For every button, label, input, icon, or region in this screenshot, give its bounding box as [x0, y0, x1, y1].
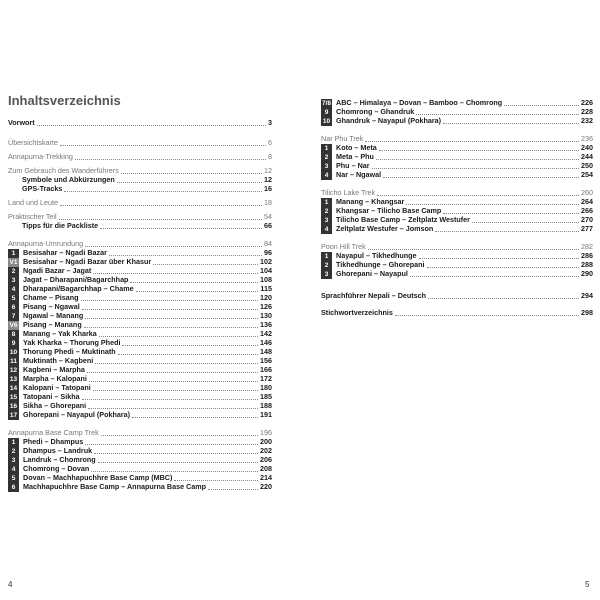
- toc-entry-label: Annapurna-Trekking: [8, 152, 73, 161]
- stage-number-badge: 7: [8, 312, 19, 321]
- toc-entry-page: 200: [260, 437, 272, 446]
- toc-entry: [321, 269, 593, 279]
- toc-entry-page: 142: [260, 329, 272, 338]
- toc-entry-label: Pisang – Ngawal: [23, 302, 80, 311]
- toc-entry-label: Marpha – Kalopani: [23, 374, 87, 383]
- dot-leader: [85, 246, 262, 247]
- dot-leader: [416, 114, 579, 115]
- toc-entry-label: Dhampus – Landruk: [23, 446, 93, 455]
- dot-leader: [64, 191, 262, 192]
- toc-entry-label: Dovan – Machhapuchhre Base Camp (MBC): [23, 473, 173, 482]
- toc-entry-label: Sikha – Ghorepani: [23, 401, 87, 410]
- toc-entry: [321, 291, 593, 301]
- toc-entry-page: 54: [264, 212, 272, 221]
- dot-leader: [60, 145, 266, 146]
- toc-entry-page: 286: [581, 251, 593, 260]
- stage-number-badge: V6: [9, 321, 18, 329]
- stage-number-badge: 2: [321, 207, 332, 216]
- dot-leader: [88, 408, 258, 409]
- toc-entry-label: Tipps für die Packliste: [22, 221, 99, 230]
- stage-number-badge: 2: [321, 153, 332, 162]
- toc-entry-page: 3: [268, 118, 272, 127]
- stage-number-badge: 5: [8, 474, 19, 483]
- right-page-number: 5: [585, 580, 590, 589]
- dot-leader: [93, 390, 258, 391]
- toc-entry: [321, 116, 593, 126]
- dot-leader: [85, 444, 258, 445]
- dot-leader: [368, 249, 579, 250]
- toc-entry-label: Kagbeni – Marpha: [23, 365, 85, 374]
- stage-number-badge: 2: [8, 447, 19, 456]
- stage-number-badge: 7/8: [321, 99, 332, 107]
- stage-number-badge: 15: [9, 393, 18, 401]
- toc-entry-label: Ghandruk – Nayapul (Pokhara): [336, 116, 442, 125]
- toc-entry-label: Ghorepani – Nayapul: [336, 269, 408, 278]
- toc-entry-page: 120: [260, 293, 272, 302]
- toc-entry-page: 126: [260, 302, 272, 311]
- stage-number-badge: 4: [321, 171, 332, 180]
- stage-number-badge: 8: [8, 330, 19, 339]
- toc-entry-label: Phu – Nar: [336, 161, 370, 170]
- toc-entry-label: Zum Gebrauch des Wanderführers: [8, 166, 119, 175]
- stage-number-badge: 10: [322, 117, 331, 125]
- toc-entry-label: Nayapul – Tikhedhunge: [336, 251, 417, 260]
- stage-number-badge: 3: [8, 456, 19, 465]
- stage-number-badge: 1: [321, 252, 332, 261]
- toc-entry-page: 202: [260, 446, 272, 455]
- toc-entry-page: 277: [581, 224, 593, 233]
- toc-entry-page: 254: [581, 170, 593, 179]
- toc-entry-label: Landruk – Chomrong: [23, 455, 96, 464]
- stage-number-badge: 5: [8, 294, 19, 303]
- stage-number-badge: 3: [321, 162, 332, 171]
- toc-entry-page: 228: [581, 107, 593, 116]
- toc-entry-page: 288: [581, 260, 593, 269]
- dot-leader: [365, 141, 579, 142]
- toc-entry-label: Besisahar – Ngadi Bazar: [23, 248, 107, 257]
- dot-leader: [208, 489, 258, 490]
- stage-number-badge: 11: [8, 357, 19, 366]
- toc-entry: [8, 410, 272, 420]
- stage-number-badge: 10: [9, 348, 18, 356]
- dot-leader: [94, 453, 258, 454]
- toc-entry-page: 115: [260, 284, 272, 293]
- toc-entry-label: Zeltplatz Westufer – Jomson: [336, 224, 434, 233]
- dot-leader: [153, 264, 258, 265]
- toc-entry-page: 180: [260, 383, 272, 392]
- toc-entry-label: Ngawal – Manang: [23, 311, 84, 320]
- dot-leader: [372, 168, 579, 169]
- toc-entry-label: Symbole und Abkürzungen: [22, 175, 115, 184]
- toc-entry-label: Ghorepani – Nayapul (Pokhara): [23, 410, 131, 419]
- dot-leader: [75, 159, 266, 160]
- dot-leader: [99, 336, 258, 337]
- stage-number-badge: 13: [9, 375, 18, 383]
- stage-number-badge: 1: [321, 198, 332, 207]
- dot-leader: [117, 182, 262, 183]
- stage-number-badge: V1: [9, 258, 18, 266]
- dot-leader: [376, 159, 579, 160]
- dot-leader: [82, 399, 258, 400]
- stage-number-badge: 4: [321, 225, 332, 234]
- dot-leader: [136, 291, 259, 292]
- toc-entry-page: 96: [264, 248, 272, 257]
- toc-entry-page: 130: [260, 311, 272, 320]
- toc-entry-label: Ngadi Bazar – Jagat: [23, 266, 92, 275]
- stage-number-badge: 6: [8, 303, 19, 312]
- stage-number-badge: 1: [8, 438, 19, 447]
- dot-leader: [419, 258, 579, 259]
- dot-leader: [410, 276, 579, 277]
- toc-entry-page: 240: [581, 143, 593, 152]
- dot-leader: [95, 363, 258, 364]
- toc-entry-label: Annapurna-Umrundung: [8, 239, 84, 248]
- dot-leader: [122, 345, 258, 346]
- toc-entry-label: Muktinath – Kagbeni: [23, 356, 94, 365]
- toc-entry-page: 294: [581, 291, 593, 300]
- toc-entry-page: 206: [260, 455, 272, 464]
- toc-entry-label: Stichwortverzeichnis: [321, 308, 393, 317]
- toc-entry-label: Jagat – Dharapani/Bagarchhap: [23, 275, 129, 284]
- stage-number-badge: 17: [9, 411, 18, 419]
- toc-entry-page: 298: [581, 308, 593, 317]
- toc-entry-label: GPS-Tracks: [22, 184, 63, 193]
- dot-leader: [427, 267, 579, 268]
- toc-entry-label: Chomrong – Dovan: [23, 464, 90, 473]
- toc-entry-page: 220: [260, 482, 272, 491]
- toc-entry-page: 290: [581, 269, 593, 278]
- toc-entry-page: 260: [581, 188, 593, 197]
- toc-entry: [321, 224, 593, 234]
- dot-leader: [428, 298, 579, 299]
- toc-entry-page: 264: [581, 197, 593, 206]
- stage-number-badge: 16: [9, 402, 18, 410]
- dot-leader: [395, 315, 579, 316]
- toc-entry: [321, 170, 593, 180]
- toc-entry-label: Tilicho Lake Trek: [321, 188, 376, 197]
- toc-entry-page: 146: [260, 338, 272, 347]
- toc-entry-page: 214: [260, 473, 272, 482]
- dot-leader: [406, 204, 579, 205]
- toc-entry-page: 196: [260, 428, 272, 437]
- toc-entry-label: Nar Phu Trek: [321, 134, 364, 143]
- dot-leader: [443, 213, 579, 214]
- toc-entry-page: 12: [264, 175, 272, 184]
- toc-entry-label: Poon Hill Trek: [321, 242, 366, 251]
- toc-entry-page: 232: [581, 116, 593, 125]
- toc-entry-page: 250: [581, 161, 593, 170]
- toc-entry-page: 191: [260, 410, 272, 419]
- dot-leader: [472, 222, 579, 223]
- toc-entry-page: 270: [581, 215, 593, 224]
- dot-leader: [84, 327, 258, 328]
- toc-entry-page: 266: [581, 206, 593, 215]
- toc-entry-label: Yak Kharka – Thorung Phedi: [23, 338, 121, 347]
- toc-entry: [8, 152, 272, 162]
- stage-number-badge: 12: [9, 366, 18, 374]
- toc-entry-page: 185: [260, 392, 272, 401]
- toc-entry-label: Tilicho Base Camp – Zeltplatz Westufer: [336, 215, 470, 224]
- dot-leader: [101, 435, 258, 436]
- toc-entry: [8, 118, 272, 128]
- toc-entry: [8, 198, 272, 208]
- toc-entry-label: Thorung Phedi – Muktinath: [23, 347, 116, 356]
- dot-leader: [443, 123, 579, 124]
- toc-entry-page: 108: [260, 275, 272, 284]
- toc-entry-page: 172: [260, 374, 272, 383]
- toc-entry-page: 18: [264, 198, 272, 207]
- stage-number-badge: 1: [8, 249, 19, 258]
- toc-entry-page: 166: [260, 365, 272, 374]
- toc-entry-page: 104: [260, 266, 272, 275]
- toc-entry-label: Tatopani – Sikha: [23, 392, 80, 401]
- stage-number-badge: 1: [321, 144, 332, 153]
- toc-entry-label: Nar – Ngawal: [336, 170, 382, 179]
- dot-leader: [93, 273, 258, 274]
- toc-entry-page: 226: [581, 98, 593, 107]
- toc-entry-page: 236: [581, 134, 593, 143]
- toc-entry-page: 84: [264, 239, 272, 248]
- toc-entry-page: 188: [260, 401, 272, 410]
- toc-entry-label: Koto – Meta: [336, 143, 377, 152]
- toc-entry-page: 6: [268, 138, 272, 147]
- toc-entry-page: 12: [264, 166, 272, 175]
- stage-number-badge: 3: [8, 276, 19, 285]
- dot-leader: [98, 462, 258, 463]
- dot-leader: [377, 195, 579, 196]
- dot-leader: [130, 282, 258, 283]
- stage-number-badge: 2: [8, 267, 19, 276]
- stage-number-badge: 9: [8, 339, 19, 348]
- dot-leader: [174, 480, 258, 481]
- left-page-number: 4: [8, 580, 13, 589]
- dot-leader: [100, 228, 262, 229]
- dot-leader: [118, 354, 258, 355]
- toc-entry: [8, 184, 272, 194]
- toc-entry-label: Praktischer Teil: [8, 212, 57, 221]
- stage-number-badge: 6: [8, 483, 19, 492]
- stage-number-badge: 9: [321, 108, 332, 117]
- stage-number-badge: 14: [9, 384, 18, 392]
- toc-entry-label: Manang – Yak Kharka: [23, 329, 97, 338]
- dot-leader: [82, 309, 258, 310]
- dot-leader: [59, 219, 262, 220]
- toc-entry: [321, 308, 593, 318]
- stage-number-badge: 3: [321, 270, 332, 279]
- toc-entry-label: Annapurna Base Camp Trek: [8, 428, 99, 437]
- toc-entry-page: 136: [260, 320, 272, 329]
- toc-entry: [8, 482, 272, 492]
- dot-leader: [435, 231, 579, 232]
- toc-entry-label: Besisahar – Ngadi Bazar über Khasur: [23, 257, 152, 266]
- toc-title: Inhaltsverzeichnis: [8, 93, 121, 108]
- dot-leader: [89, 381, 258, 382]
- toc-entry-label: ABC – Himalaya – Dovan – Bamboo – Chomrong: [336, 98, 503, 107]
- toc-entry-page: 244: [581, 152, 593, 161]
- toc-entry-label: Chomrong – Ghandruk: [336, 107, 415, 116]
- toc-entry: [8, 138, 272, 148]
- dot-leader: [91, 471, 258, 472]
- stage-number-badge: 4: [8, 285, 19, 294]
- toc-entry-label: Pisang – Manang: [23, 320, 82, 329]
- toc-entry-page: 282: [581, 242, 593, 251]
- toc-entry-page: 148: [260, 347, 272, 356]
- toc-entry-page: 102: [260, 257, 272, 266]
- dot-leader: [87, 372, 258, 373]
- toc-entry-page: 66: [264, 221, 272, 230]
- toc-entry-label: Sprachführer Nepali – Deutsch: [321, 291, 427, 300]
- toc-entry-label: Übersichtskarte: [8, 138, 58, 147]
- stage-number-badge: 2: [321, 261, 332, 270]
- toc-entry-label: Machhapuchhre Base Camp – Annapurna Base Camp: [23, 482, 207, 491]
- dot-leader: [383, 177, 579, 178]
- dot-leader: [81, 300, 258, 301]
- toc-entry-page: 156: [260, 356, 272, 365]
- toc-entry-label: Chame – Pisang: [23, 293, 79, 302]
- stage-number-badge: 4: [8, 465, 19, 474]
- dot-leader: [85, 318, 258, 319]
- dot-leader: [37, 125, 266, 126]
- toc-entry: [8, 221, 272, 231]
- toc-entry-label: Dharapani/Bagarchhap – Chame: [23, 284, 134, 293]
- toc-entry-label: Land und Leute: [8, 198, 58, 207]
- toc-entry-label: Phedi – Dhampus: [23, 437, 84, 446]
- dot-leader: [60, 205, 262, 206]
- dot-leader: [121, 173, 262, 174]
- dot-leader: [504, 105, 579, 106]
- dot-leader: [109, 255, 262, 256]
- toc-entry-label: Vorwort: [8, 118, 35, 127]
- stage-number-badge: 3: [321, 216, 332, 225]
- toc-entry-label: Tikhedhunge – Ghorepani: [336, 260, 425, 269]
- toc-entry-page: 208: [260, 464, 272, 473]
- toc-entry-label: Manang – Khangsar: [336, 197, 405, 206]
- dot-leader: [379, 150, 579, 151]
- toc-entry-page: 16: [264, 184, 272, 193]
- toc-entry-label: Kalopani – Tatopani: [23, 383, 91, 392]
- toc-entry-label: Khangsar – Tilicho Base Camp: [336, 206, 442, 215]
- toc-entry-page: 8: [268, 152, 272, 161]
- dot-leader: [132, 417, 258, 418]
- toc-entry-label: Meta – Phu: [336, 152, 374, 161]
